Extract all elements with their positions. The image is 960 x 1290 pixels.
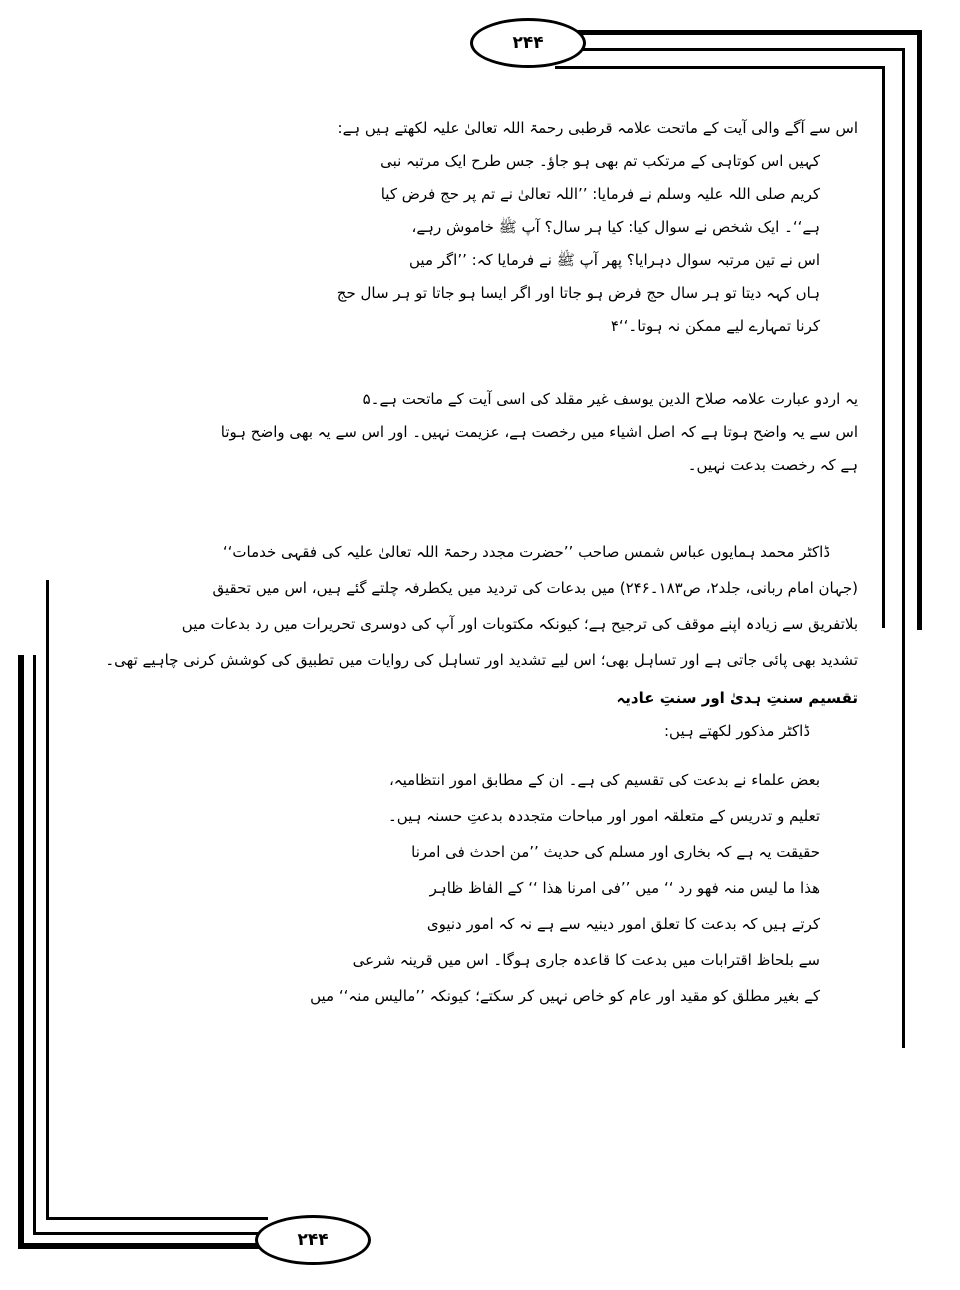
paragraph-line: بلاتفریق سے زیادہ اپنے موقف کی ترجیح ہے؛ کیونکہ مکتوبات اور آپ کی دوسری تحریرات میں رد بدعات میں [181, 615, 858, 633]
text-column [95, 112, 858, 1014]
frame-line [18, 655, 24, 1249]
quote-line: تعلیم و تدریس کے متعلقہ امور اور مباحات متجددہ بدعتِ حسنہ ہیں۔ [388, 807, 820, 825]
heading-subline: ڈاکٹر مذکور لکھتے ہیں: [663, 722, 810, 740]
frame-line [46, 580, 49, 1220]
quote-block-2 [215, 762, 820, 1014]
quote-line: ہے‘‘۔ ایک شخص نے سوال کیا: کیا ہر سال؟ آپ ﷺ خاموش رہے، [411, 218, 820, 236]
quote-line: اس نے تین مرتبہ سوال دہرایا؟ پھر آپ ﷺ نے فرمایا کہ: ’’اگر میں [409, 251, 820, 269]
urdu-note: یہ اردو عبارت علامہ صلاح الدین یوسف غیر مقلد کی اسی آیت کے ماتحت ہے۔۵ [362, 390, 858, 408]
page-number: ۲۴۴ [512, 33, 544, 53]
frame-line [555, 48, 905, 51]
page-number: ۲۴۴ [297, 1230, 329, 1250]
paragraph-line: ہے کہ رخصت بدعت نہیں۔ [687, 456, 858, 474]
paragraph-line: تشدید بھی پائی جاتی ہے اور تساہل بھی؛ اس لیے تشدید اور تساہل کی روایات میں تطبیق کی کوشش کرنی چاہیے تھی۔ [105, 651, 858, 669]
frame-line [902, 48, 905, 1048]
paragraph-line: (جہان امام ربانی، جلد۲، ص۱۸۳۔۲۴۶) میں بدعات کی تردید میں یکطرفہ چلتے گئے ہیں، اس میں تحقیق [212, 579, 858, 597]
page-number-bottom [255, 1215, 371, 1265]
quote-line: کریم صلی اللہ علیہ وسلم نے فرمایا: ’’اللہ تعالیٰ نے تم پر حج فرض کیا [380, 185, 820, 203]
frame-line [18, 1243, 268, 1249]
quote-block-1 [215, 145, 820, 343]
frame-line [33, 1232, 268, 1235]
frame-line [33, 655, 36, 1235]
paragraph-1 [95, 416, 858, 482]
quote-line: سے بلحاظ اقترابات میں بدعت کا قاعدہ جاری ہوگا۔ اس میں قرینہ شرعی [352, 951, 820, 969]
quote-line: کے بغیر مطلق کو مقید اور عام کو خاص نہیں کر سکتے؛ کیونکہ ’’مالیس منہ‘‘ میں [310, 987, 820, 1005]
frame-line [917, 30, 922, 630]
frame-line [555, 66, 885, 69]
frame-line [46, 1217, 268, 1220]
quote-line: بعض علماء نے بدعت کی تقسیم کی ہے۔ ان کے مطابق امور انتظامیہ، [388, 771, 820, 789]
quote-line: کرتے ہیں کہ بدعت کا تعلق امور دینیہ سے ہے نہ کہ امور دنیوی [426, 915, 820, 933]
paragraph-line: اس سے یہ واضح ہوتا ہے کہ اصل اشیاء میں رخصت ہے، عزیمت نہیں۔ اور اس سے یہ بھی واضح ہوتا [220, 423, 858, 441]
intro-line: اس سے آگے والی آیت کے ماتحت علامہ قرطبی رحمۃ اللہ تعالیٰ علیہ لکھتے ہیں ہے: [337, 119, 858, 137]
paragraph-2 [95, 534, 858, 678]
quote-line: کہیں اس کوتاہی کے مرتکب تم بھی ہو جاؤ۔ جس طرح ایک مرتبہ نبی [380, 152, 820, 170]
section-heading: تقسیم سنتِ ہدیٰ اور سنتِ عادیہ [616, 689, 858, 707]
quote-line: ھذا ما لیس منہ فھو رد ‘‘ میں ’’فی امرنا ھذا ‘‘ کے الفاظ ظاہر [429, 879, 820, 897]
quote-line: ہاں کہہ دیتا تو ہر سال حج فرض ہو جاتا اور اگر ایسا ہو جاتا تو ہر سال حج [336, 284, 820, 302]
paragraph-line: ڈاکٹر محمد ہمایوں عباس شمس صاحب ’’حضرت مجدد رحمۃ اللہ تعالیٰ علیہ کی فقہی خدمات‘‘ [222, 543, 830, 561]
quote-line: حقیقت یہ ہے کہ بخاری اور مسلم کی حدیث ’’من احدث فی امرنا [411, 843, 820, 861]
frame-line [555, 30, 922, 35]
frame-line [882, 66, 885, 628]
quote-line: کرنا تمہارے لیے ممکن نہ ہوتا۔‘‘۴ [610, 317, 820, 335]
page-number-top [470, 18, 586, 68]
